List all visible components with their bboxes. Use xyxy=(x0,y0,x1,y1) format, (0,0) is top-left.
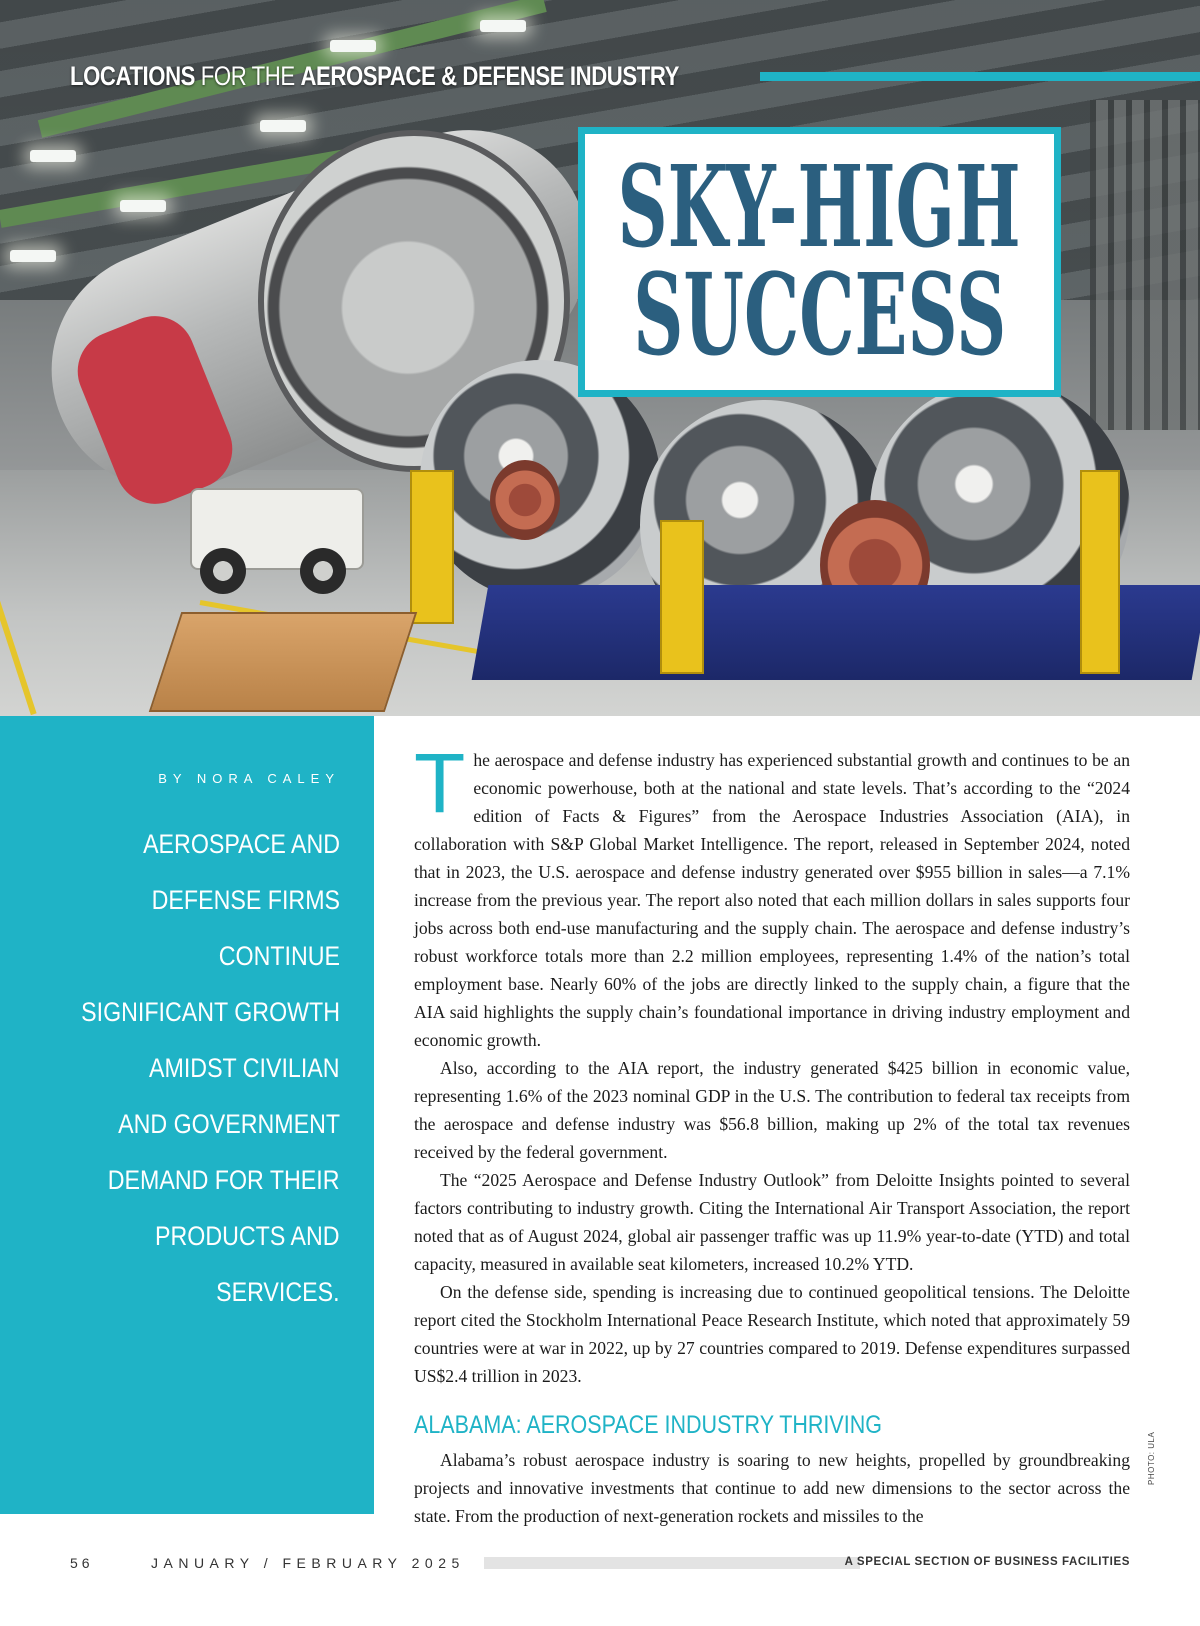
engine-nozzle xyxy=(490,460,560,540)
ceiling-light xyxy=(10,250,56,262)
pull-quote-line: AND GOVERNMENT xyxy=(118,1109,340,1139)
photo-credit: PHOTO: ULA xyxy=(1147,1431,1156,1485)
article-body xyxy=(414,736,1130,1530)
ceiling-light xyxy=(260,120,306,132)
header-for-the: FOR THE xyxy=(200,61,295,91)
sidebar-panel xyxy=(0,716,374,1514)
pull-quote-line: PRODUCTS AND xyxy=(155,1221,340,1251)
yellow-support-stand xyxy=(410,470,454,624)
ceiling-light xyxy=(330,40,376,52)
title-line-1: SKY-HIGH xyxy=(617,142,1022,273)
header-locations: LOCATIONS xyxy=(70,61,196,91)
ceiling-light xyxy=(30,150,76,162)
wooden-workbench xyxy=(149,612,417,712)
article-paragraph: Alabama’s robust aerospace industry is soaring to new heights, propelled by groundbreaking projects and innovative investments that continue to add new dimensions to the sector across the state. From the production of next-generation rockets and missiles to the xyxy=(414,1450,1130,1526)
ceiling-light xyxy=(480,20,526,32)
pull-quote-line: AMIDST CIVILIAN xyxy=(149,1053,340,1083)
ceiling-light xyxy=(120,200,166,212)
cart-wheel xyxy=(200,548,246,594)
title-box xyxy=(578,127,1061,397)
yellow-support-stand xyxy=(660,520,704,674)
cart-wheel xyxy=(300,548,346,594)
pull-quote-line: SERVICES. xyxy=(216,1277,340,1307)
footer-section-label: A SPECIAL SECTION OF BUSINESS FACILITIES xyxy=(844,1556,1130,1568)
byline: BY NORA CALEY xyxy=(158,771,340,786)
section-subhead: ALABAMA: AEROSPACE INDUSTRY THRIVING xyxy=(414,1411,882,1439)
page-footer xyxy=(0,1552,1200,1576)
article-paragraph: The “2025 Aerospace and Defense Industry Outlook” from Deloitte Insights pointed to several factors contributing to industry growth. Citing the International Air Transport Association, the report noted that as of August 2024, global air passenger traffic was up 11.9% year-to-date (YTD) and total capacity, measured in available seat kilometers, increased 10.2% YTD. xyxy=(414,1170,1130,1274)
pull-quote-line: DEMAND FOR THEIR xyxy=(108,1165,340,1195)
issue-date: JANUARY / FEBRUARY 2025 xyxy=(151,1555,465,1571)
pull-quote-line: DEFENSE FIRMS xyxy=(151,885,340,915)
pull-quote xyxy=(10,816,340,1320)
header-industry: AEROSPACE & DEFENSE INDUSTRY xyxy=(300,61,679,91)
footer-rule xyxy=(484,1557,860,1569)
equipment-rack xyxy=(1090,100,1200,430)
drop-cap: T xyxy=(414,736,466,830)
section-header xyxy=(70,56,679,96)
yellow-support-stand xyxy=(1080,470,1120,674)
title-line-2: SUCCESS xyxy=(633,250,1006,381)
header-accent-rule xyxy=(760,72,1200,81)
pull-quote-line: SIGNIFICANT GROWTH xyxy=(81,997,340,1027)
article-paragraph-text: he aerospace and defense industry has experienced substantial growth and continues to be an economic powerhouse, both at the national and state levels. That’s according to the “2024 edition of Facts & Figures” from the Aerospace Industries Association (AIA), in collaboration with S&P Global Market Intelligence. The report, released in September 2024, noted that in 2023, the U.S. aerospace and defense industry generated over $955 billion in sales—a 7.1% increase from the previous year. The report also noted that each million dollars in sales supports four jobs across both end-use manufacturing and the supply chain. The aerospace and defense industry’s robust workforce totals more than 2.2 million employees, representing 1.4% of the nation’s total employment base. Nearly 60% of the jobs are directly linked to the supply chain, a figure that the AIA said highlights the supply chain’s foundational importance in driving industry employment and economic growth. xyxy=(414,750,1130,1050)
article-paragraph xyxy=(414,736,1130,1054)
article-paragraph: Also, according to the AIA report, the industry generated $425 billion in economic value, representing 1.6% of the 2023 nominal GDP in the U.S. The contribution to federal tax receipts from the aerospace and defense industry was $56.8 billion, making up 2% of the total tax revenues received by the federal government. xyxy=(414,1058,1130,1162)
pull-quote-line: AEROSPACE AND xyxy=(142,829,340,859)
article-paragraph: On the defense side, spending is increasing due to continued geopolitical tensions. The Deloitte report cited the Stockholm International Peace Research Institute, which noted that approximately 59 countries were at war in 2022, up by 27 countries compared to 2019. Defense expenditures surpassed US$2.4 trillion in 2023. xyxy=(414,1282,1130,1386)
page-number: 56 xyxy=(70,1555,94,1571)
pull-quote-line: CONTINUE xyxy=(218,941,340,971)
